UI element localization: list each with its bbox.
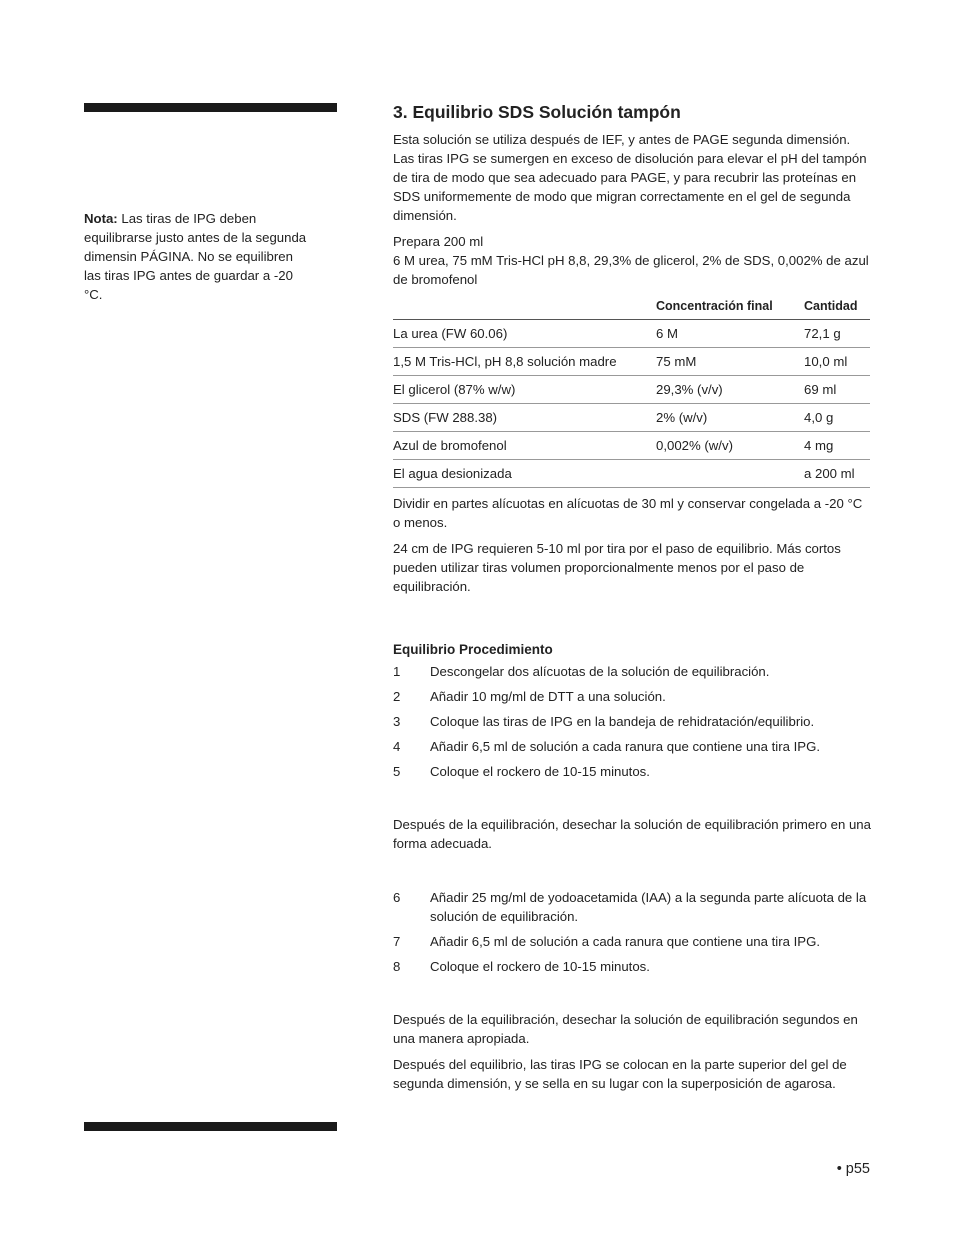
header-quantity: Cantidad — [804, 295, 870, 320]
spacer — [393, 982, 871, 1010]
cell-concentration: 29,3% (v/v) — [656, 376, 804, 404]
step-number: 2 — [393, 689, 401, 704]
volume-paragraph: 24 cm de IPG requieren 5-10 ml por tira por el paso de equilibrio. Más cortos pueden utilizar tiras volumen proporcionalmente menos por el paso de equilibración. — [393, 541, 841, 594]
cell-concentration: 2% (w/v) — [656, 404, 804, 432]
procedure-steps-second — [393, 888, 871, 976]
section-title: 3. Equilibrio SDS Solución tampón — [393, 102, 681, 122]
step-text: Añadir 10 mg/ml de DTT a una solución. — [430, 689, 666, 704]
step-number: 1 — [393, 664, 401, 679]
cell-quantity: 72,1 g — [804, 320, 870, 348]
list-item — [393, 888, 871, 926]
table-row — [393, 460, 870, 488]
cell-quantity: 69 ml — [804, 376, 870, 404]
cell-component: El agua desionizada — [393, 460, 656, 488]
step-text: Coloque el rockero de 10-15 minutos. — [430, 764, 650, 779]
list-item — [393, 712, 871, 731]
top-rule — [84, 103, 337, 112]
list-item — [393, 762, 871, 781]
cell-component: 1,5 M Tris-HCl, pH 8,8 solución madre — [393, 348, 656, 376]
prep-paragraph — [393, 232, 871, 289]
table-row — [393, 320, 870, 348]
step-text: Añadir 6,5 ml de solución a cada ranura que contiene una tira IPG. — [430, 934, 821, 949]
intro-paragraph: Esta solución se utiliza después de IEF, y antes de PAGE segunda dimensión. Las tiras IPG se sumergen en exceso de disolución para elevar el pH del tampón de tira de modo que sea adecuado para PAGE, y para recubrir las proteínas en SDS uniformemente de modo que migran correctamente en el gel de segunda dimensión. — [393, 132, 867, 223]
table-row — [393, 348, 870, 376]
note-text: Las tiras de IPG deben equilibrarse justo antes de la segunda dimensin PÁGINA. No se equilibren las tiras IPG antes de guardar a -20 °C. — [84, 211, 307, 302]
list-item — [393, 687, 871, 706]
step-number: 7 — [393, 934, 401, 949]
list-item — [393, 737, 871, 756]
main-content — [393, 100, 871, 1100]
cell-quantity: 4 mg — [804, 432, 870, 460]
step-number: 5 — [393, 764, 401, 779]
step-text: Añadir 25 mg/ml de yodoacetamida (IAA) a la segunda parte alícuota de la solución de equilibración. — [430, 890, 867, 924]
spacer — [393, 860, 871, 888]
step-text: Coloque las tiras de IPG en la bandeja de rehidratación/equilibrio. — [430, 714, 815, 729]
final-paragraph: Después del equilibrio, las tiras IPG se colocan en la parte superior del gel de segunda dimensión, y se sella en su lugar con la superposición de agarosa. — [393, 1057, 847, 1091]
cell-concentration: 0,002% (w/v) — [656, 432, 804, 460]
page-number: • p55 — [836, 1161, 870, 1177]
side-note — [84, 209, 309, 304]
cell-quantity: a 200 ml — [804, 460, 870, 488]
list-item — [393, 932, 871, 951]
list-item — [393, 957, 871, 976]
discard-second-paragraph: Después de la equilibración, desechar la solución de equilibración segundos en una manera apropiada. — [393, 1012, 858, 1046]
note-label: Nota: — [84, 211, 118, 226]
header-concentration: Concentración final — [656, 295, 804, 320]
list-item — [393, 662, 871, 681]
cell-component: La urea (FW 60.06) — [393, 320, 656, 348]
table-row — [393, 432, 870, 460]
step-text: Coloque el rockero de 10-15 minutos. — [430, 959, 650, 974]
discard-first-paragraph: Después de la equilibración, desechar la solución de equilibración primero en una forma adecuada. — [393, 817, 871, 851]
step-number: 3 — [393, 714, 401, 729]
step-text: Añadir 6,5 ml de solución a cada ranura que contiene una tira IPG. — [430, 739, 821, 754]
spacer — [393, 787, 871, 815]
table-row — [393, 376, 870, 404]
step-text: Descongelar dos alícuotas de la solución de equilibración. — [430, 664, 770, 679]
prep-line-2: 6 M urea, 75 mM Tris-HCl pH 8,8, 29,3% de glicerol, 2% de SDS, 0,002% de azul de bromofenol — [393, 253, 869, 287]
cell-component: SDS (FW 288.38) — [393, 404, 656, 432]
aliquot-paragraph: Dividir en partes alícuotas en alícuotas de 30 ml y conservar congelada a -20 °C o menos. — [393, 496, 863, 530]
table-header-row — [393, 295, 870, 320]
step-number: 4 — [393, 739, 401, 754]
table-row — [393, 404, 870, 432]
bottom-rule — [84, 1122, 337, 1131]
procedure-title: Equilibrio Procedimiento — [393, 642, 553, 657]
header-component — [393, 295, 656, 320]
step-number: 8 — [393, 959, 401, 974]
cell-concentration: 6 M — [656, 320, 804, 348]
prep-line-1: Prepara 200 ml — [393, 234, 484, 249]
recipe-table — [393, 295, 870, 488]
step-number: 6 — [393, 890, 401, 905]
cell-quantity: 4,0 g — [804, 404, 870, 432]
procedure-steps-first — [393, 662, 871, 781]
cell-component: Azul de bromofenol — [393, 432, 656, 460]
cell-quantity: 10,0 ml — [804, 348, 870, 376]
cell-component: El glicerol (87% w/w) — [393, 376, 656, 404]
cell-concentration: 75 mM — [656, 348, 804, 376]
cell-concentration — [656, 460, 804, 488]
